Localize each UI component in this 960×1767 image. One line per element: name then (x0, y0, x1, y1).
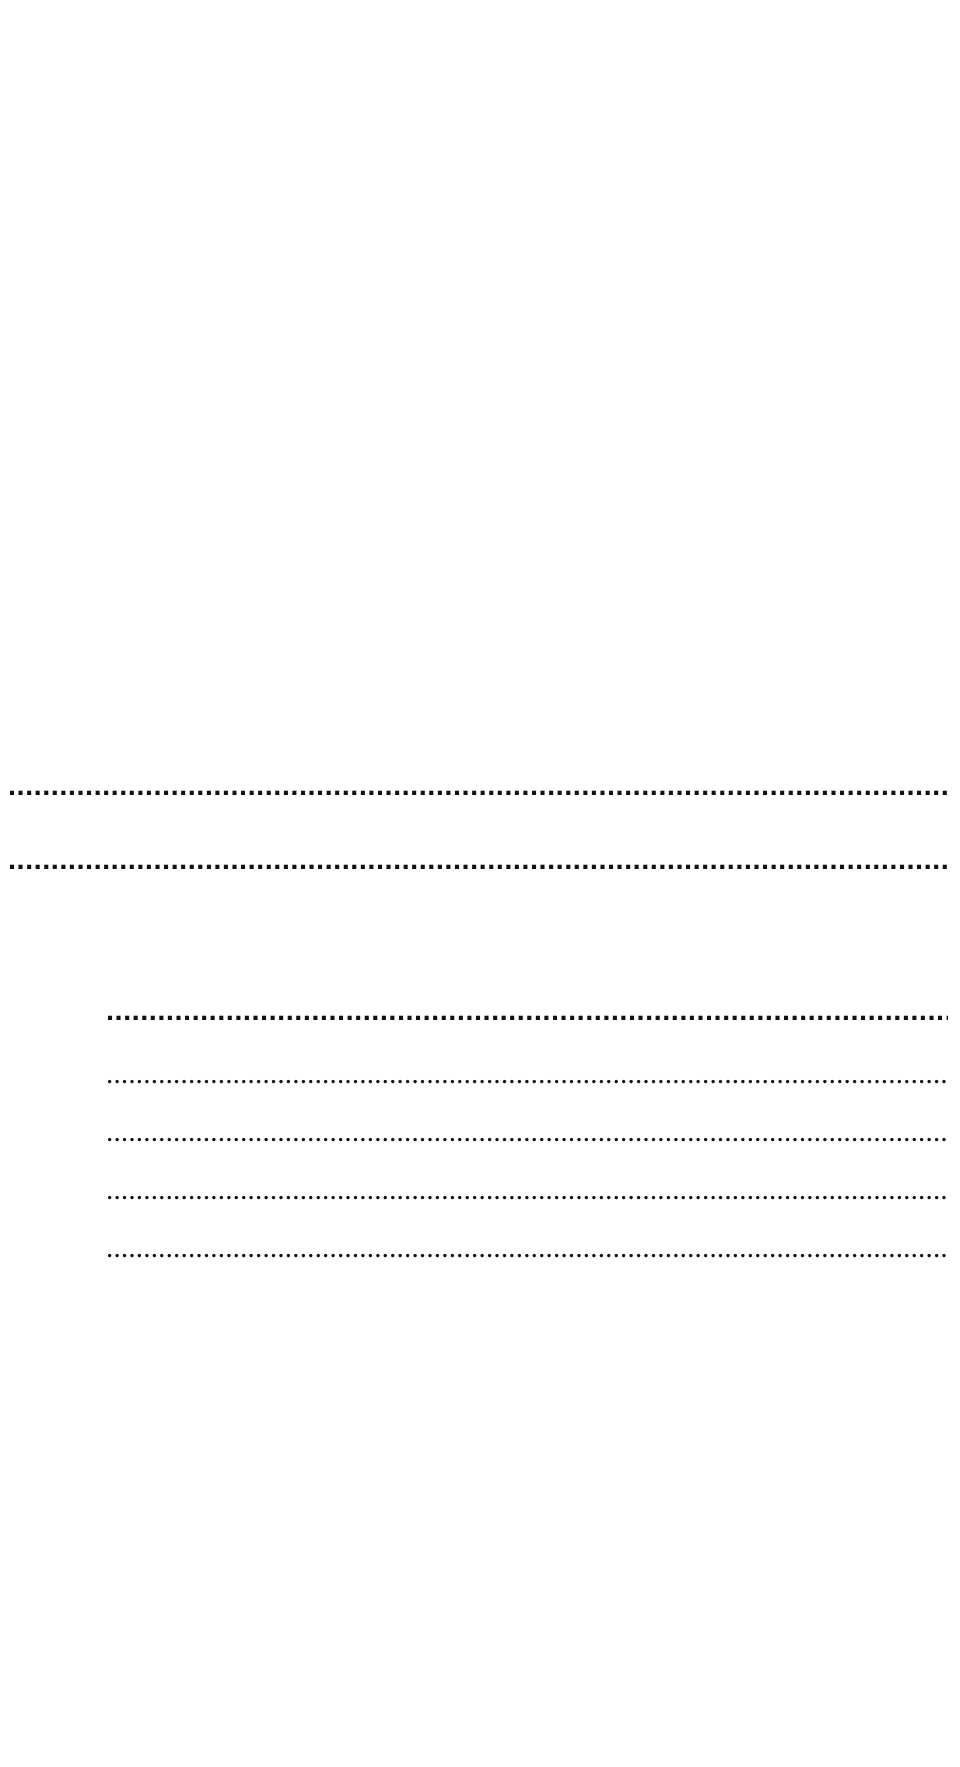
toc-section-1-1[interactable] (0, 1058, 960, 1098)
dot-leader (106, 1174, 948, 1207)
toc-entry-forfattningsforslag[interactable] (0, 844, 960, 884)
dot-leader (8, 844, 948, 877)
toc-chapter-1[interactable] (0, 995, 960, 1035)
dot-leader (106, 1116, 948, 1149)
dot-leader (106, 1058, 948, 1091)
toc-entry-sammanfattning[interactable] (0, 770, 960, 810)
dot-leader (8, 770, 948, 803)
toc-section-1-2[interactable] (0, 1116, 960, 1156)
toc-section-1-4[interactable] (0, 1232, 960, 1272)
dot-leader (106, 1232, 948, 1265)
toc-section-1-3[interactable] (0, 1174, 960, 1214)
dot-leader (106, 995, 948, 1028)
